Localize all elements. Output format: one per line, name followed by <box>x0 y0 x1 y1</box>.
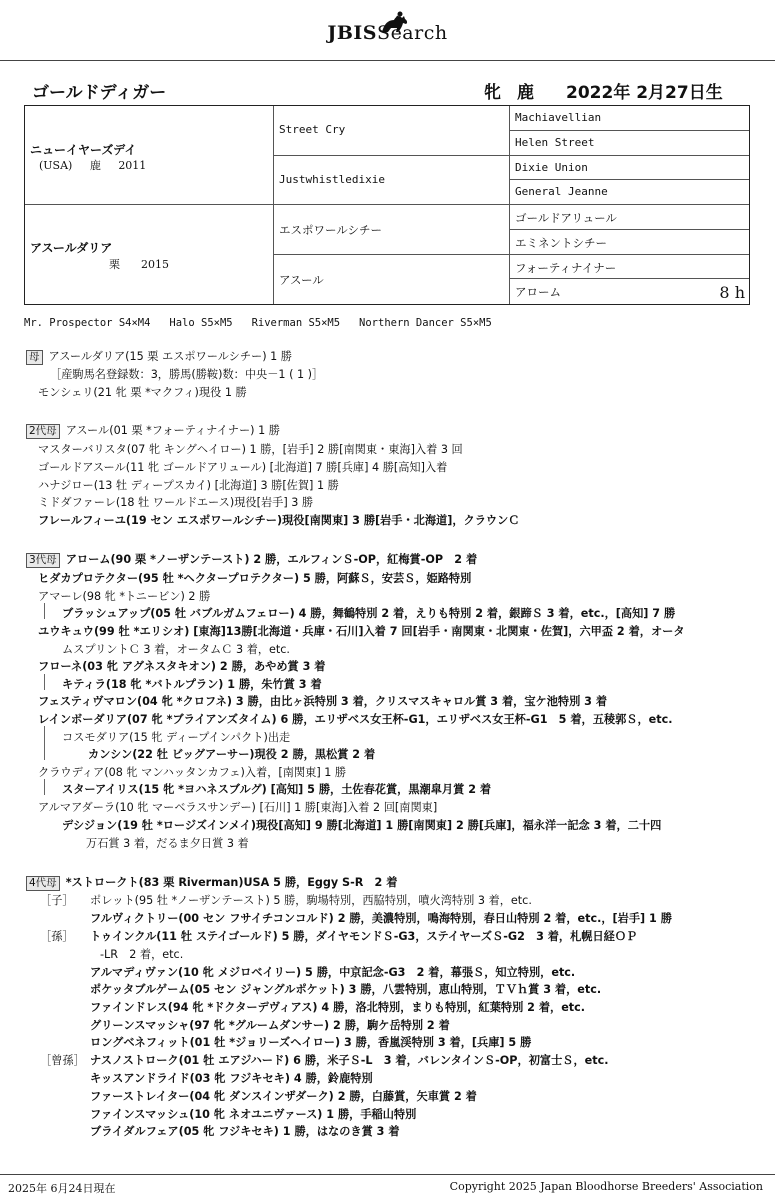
pedigree-gen3-cell[interactable] <box>509 131 749 156</box>
pedigree-gen3-cell[interactable] <box>509 205 749 230</box>
copyright-notice: Copyright 2025 Japan Bloodhorse Breeders' Association <box>449 1180 763 1193</box>
horse-header <box>32 78 752 102</box>
pedigree-gen2-cell[interactable] <box>273 106 509 156</box>
progeny-line[interactable]: ナスノストローク(01 牡 エアジハード) 6 勝，米子Ｓ-L 3 着，バレンタインＳ-OP，初富士Ｓ，etc. <box>90 1054 609 1067</box>
gen3-name[interactable]: General Jeanne <box>515 185 608 199</box>
progeny-line[interactable]: ユウキュウ(99 牡 *エリシオ) [東海]13勝[北海道・兵庫・石川]入着 7 回[岩手・南関東・北関東・佐賀]，六甲盃 2 着，オータ <box>38 625 685 638</box>
g4-dam-line: *ストロークト(83 栗 Riverman)USA 5 勝，Eggy S-R 2 着 <box>65 876 398 889</box>
generation-label: ［曾孫］ <box>40 1054 85 1067</box>
progeny-line[interactable]: ファーストレイター(04 牝 ダンスインザダーク) 2 勝，白藤賞，矢車賞 2 着 <box>90 1090 477 1103</box>
progeny-line[interactable]: ポレット(95 牡 *ノーザンテースト) 5 勝，駒場特別，西脇特別，噴火湾特別 3 着，etc. <box>90 894 532 907</box>
progeny-line[interactable]: モンシェリ(21 牝 栗 *マクフィ)現役 1 勝 <box>38 386 247 399</box>
gen2-name[interactable]: エスポワールシチー <box>279 223 382 237</box>
dam-cell[interactable] <box>25 205 273 304</box>
pedigree-gen3-cell[interactable] <box>509 279 749 304</box>
progeny-line[interactable]: デシジョン(19 牡 *ロージズインメイ)現役[高知] 9 勝[北海道] 1 勝[南関東] 2 勝[兵庫]，福永洋一記念 3 着，二十四 <box>62 819 662 832</box>
jbis-logo[interactable] <box>0 8 775 44</box>
logo-jbis-text: JBIS <box>327 22 378 44</box>
progeny-line[interactable]: キティラ(18 牝 *バトルプラン) 1 勝，朱竹賞 3 着 <box>62 678 322 691</box>
gen2-name[interactable]: Justwhistledixie <box>279 172 385 186</box>
progeny-line[interactable]: フレールフィーユ(19 セン エスポワールシチー)現役[南関東] 3 勝[岩手・北海道]，クラウンＣ <box>38 514 520 527</box>
progeny-line[interactable]: ミドダファーレ(18 牡 ワールドエース)現役[岩手] 3 勝 <box>38 496 314 509</box>
pedigree-gen3-cell[interactable] <box>509 106 749 131</box>
pedigree-gen2-cell[interactable] <box>273 255 509 305</box>
gen3-name[interactable]: エミネントシチー <box>515 235 607 250</box>
gen3-name[interactable]: Dixie Union <box>515 160 588 174</box>
pedigree-gen2-cell[interactable] <box>273 156 509 206</box>
progeny-line[interactable]: カンシン(22 牡 ビッグアーサー)現役 2 勝，黒松賞 2 着 <box>88 748 376 761</box>
sire-year: 2011 <box>118 159 147 172</box>
progeny-line[interactable]: ゴールドアスール(11 牝 ゴールドアリュール) [北海道] 7 勝[兵庫] 4 勝[高知]入着 <box>38 461 448 474</box>
g3-section-header <box>26 551 477 568</box>
progeny-line[interactable]: グリーンスマッシャ(97 牝 *グルームダンサー) 2 勝，駒ケ岳特別 2 着 <box>90 1019 450 1032</box>
progeny-line[interactable]: ファインドレス(94 牝 *ドクターデヴィアス) 4 勝，洛北特別，まりも特別，紅葉特別 2 着，etc. <box>90 1001 586 1014</box>
gen2-name[interactable]: Street Cry <box>279 123 346 136</box>
dosage-note: 8 h <box>719 283 745 302</box>
progeny-line[interactable]: トゥインクル(11 牡 ステイゴールド) 5 勝，ダイヤモンドＳ-G3，ステイヤーズＳ-G2 3 着，札幌日経ＯＰ <box>90 930 638 943</box>
tree-connector <box>44 779 45 795</box>
pedigree-gen3-cell[interactable] <box>509 156 749 181</box>
progeny-line[interactable]: フルヴィクトリー(00 セン フサイチコンコルド) 2 勝，美濃特別，鳴海特別，春日山特別 2 着，etc.，[岩手] 1 勝 <box>90 912 672 925</box>
dam-section-header <box>26 348 292 365</box>
generation-label: ［子］ <box>40 894 74 907</box>
sire-info <box>39 157 146 173</box>
pedigree-gen3-cell[interactable] <box>509 255 749 280</box>
dam-year: 2015 <box>140 258 169 271</box>
horse-birthdate: 2022年 2月27日生 <box>566 83 723 103</box>
progeny-line[interactable]: アマーレ(98 牝 *トニービン) 2 勝 <box>38 590 211 603</box>
progeny-line[interactable]: ヒダカプロテクター(95 牡 *ヘクタープロテクター) 5 勝，阿蘇Ｓ，安芸Ｓ，姫路特別 <box>38 572 472 585</box>
logo-search-text: Search <box>377 22 448 44</box>
sire-cell[interactable] <box>25 106 273 205</box>
section-tag: 4代母 <box>26 876 60 891</box>
progeny-line[interactable]: アルマアダーラ(10 牝 マーベラスサンデー) [石川] 1 勝[東海]入着 2 回[南関東] <box>38 801 438 814</box>
sire-origin: (USA) <box>39 159 73 172</box>
gen3-name[interactable]: アローム <box>515 285 561 300</box>
progeny-line[interactable]: ハナジロー(13 牡 ディープスカイ) [北海道] 3 勝[佐賀] 1 勝 <box>38 479 339 492</box>
progeny-line[interactable]: レインボーダリア(07 牝 *ブライアンズタイム) 6 勝，エリザベス女王杯-G1，エリザベス女王杯-G1 5 着，五稜郭Ｓ，etc. <box>38 713 673 726</box>
pedigree-table <box>24 105 750 305</box>
g3-dam-line: アローム(90 栗 *ノーザンテースト) 2 勝，エルフィンＳ-OP，紅梅賞-OP 2 着 <box>65 553 478 566</box>
horse-sex: 牝 <box>484 83 501 103</box>
g4-section-header <box>26 874 397 891</box>
dam-line: アスールダリア(15 栗 エスポワールシチー) 1 勝 <box>48 350 292 363</box>
progeny-line[interactable]: フェスティヴマロン(04 牝 *クロフネ) 3 勝，由比ヶ浜特別 3 着，クリスマスキャロル賞 3 着，宝ケ池特別 3 着 <box>38 695 608 708</box>
gen3-name[interactable]: フォーティナイナー <box>515 260 617 275</box>
progeny-line[interactable]: フローネ(03 牝 アグネスタキオン) 2 勝，あやめ賞 3 着 <box>38 660 326 673</box>
dam-record-line: ［産駒馬名登録数：3，勝馬(勝鞍)数：中央－1 ( 1 )］ <box>50 368 324 381</box>
as-of-date: 2025年 6月24日現在 <box>8 1182 116 1195</box>
gen3-name[interactable]: Machiavellian <box>515 111 602 124</box>
footer-divider <box>0 1174 775 1175</box>
progeny-line-continued: 万石賞 3 着，だるま夕日賞 3 着 <box>86 837 249 850</box>
pedigree-gen3-cell[interactable] <box>509 180 749 205</box>
tree-connector <box>44 726 45 760</box>
progeny-line[interactable]: ロングベネフィット(01 牡 *ジョリーズヘイロー) 3 勝，香嵐渓特別 3 着，[兵庫] 5 勝 <box>90 1036 532 1049</box>
progeny-line[interactable]: ファインスマッシュ(10 牝 ネオユニヴァース) 1 勝，手稲山特別 <box>90 1108 417 1121</box>
sire-color: 鹿 <box>89 159 101 172</box>
tree-connector <box>44 674 45 690</box>
dam-name[interactable]: アスールダリア <box>30 241 113 255</box>
section-tag: 2代母 <box>26 424 60 439</box>
pedigree-gen3-cell[interactable] <box>509 230 749 255</box>
section-tag: 母 <box>26 350 43 365</box>
gen2-name[interactable]: アスール <box>279 272 324 287</box>
inbreeding-summary: Mr. Prospector S4×M4 Halo S5×M5 Riverman S5×M5 Northern Dancer S5×M5 <box>24 317 492 329</box>
progeny-line[interactable]: スターアイリス(15 牝 *ヨハネスブルグ) [高知] 5 勝，土佐春花賞，黒潮皐月賞 2 着 <box>62 783 492 796</box>
horse-color: 鹿 <box>517 83 534 103</box>
gen3-name[interactable]: ゴールドアリュール <box>515 211 617 225</box>
progeny-line-continued: -LR 2 着，etc. <box>100 948 184 961</box>
progeny-line[interactable]: コスモダリア(15 牝 ディープインパクト)出走 <box>62 731 291 744</box>
g2-section-header <box>26 422 280 439</box>
tree-connector <box>44 603 45 619</box>
section-tag: 3代母 <box>26 553 60 568</box>
horse-name: ゴールドディガー <box>32 83 167 103</box>
progeny-line[interactable]: マスターバリスタ(07 牝 キングヘイロー) 1 勝，[岩手] 2 勝[南関東・東海]入着 3 回 <box>38 443 463 456</box>
progeny-line[interactable]: ブライダルフェア(05 牝 フジキセキ) 1 勝，はなのき賞 3 着 <box>90 1125 400 1138</box>
generation-label: ［孫］ <box>40 930 74 943</box>
gen3-name[interactable]: Helen Street <box>515 135 595 149</box>
progeny-line[interactable]: キッスアンドライド(03 牝 フジキセキ) 4 勝，鈴鹿特別 <box>90 1072 373 1085</box>
sire-name[interactable]: ニューイヤーズデイ <box>30 143 137 157</box>
dam-info <box>109 256 169 272</box>
progeny-line[interactable]: ブラッシュアップ(05 牡 バブルガムフェロー) 4 勝，舞鶴特別 2 着，えりも特別 2 着，銀蹄Ｓ 3 着，etc.，[高知] 7 勝 <box>62 607 676 620</box>
progeny-line-continued: ムスプリントＣ 3 着，オータムＣ 3 着，etc. <box>62 643 290 656</box>
progeny-line[interactable]: クラウディア(08 牝 マンハッタンカフェ)入着，[南関東] 1 勝 <box>38 766 347 779</box>
progeny-line[interactable]: ポケッタブルゲーム(05 セン ジャングルポケット) 3 勝，八雲特別，恵山特別，ＴＶｈ賞 3 着，etc. <box>90 983 602 996</box>
pedigree-gen2-cell[interactable] <box>273 205 509 255</box>
header-divider <box>0 60 775 61</box>
progeny-line[interactable]: アルマディヴァン(10 牝 メジロベイリー) 5 勝，中京記念-G3 2 着，幕張Ｓ，知立特別，etc. <box>90 966 576 979</box>
g2-dam-line: アスール(01 栗 *フォーティナイナー) 1 勝 <box>65 424 280 437</box>
dam-color: 栗 <box>109 258 120 271</box>
